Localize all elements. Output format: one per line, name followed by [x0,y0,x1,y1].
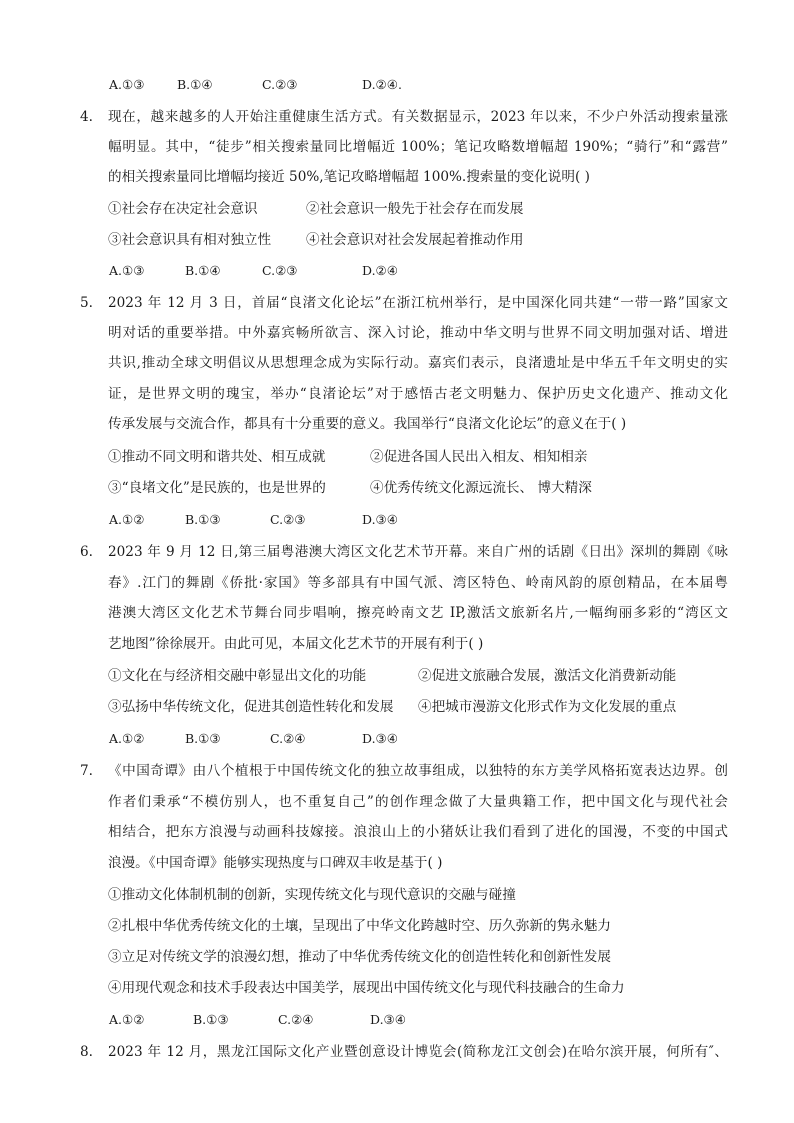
question-text-line: 作者们秉承“不模仿别人，也不重复自己”的创作理念做了大量典籍工作，把中国文化与现代社会 [108,794,728,810]
question-text-line: 2023 年 12 月 3 日，首届“良渚文化论坛”在浙江杭州举行，是中国深化同共建“一带一路”国家文 [108,295,728,311]
question-text-line: 幅明显。其中，“徒步”相关搜索量同比增幅近 100%；笔记攻略数增幅超 190%；“骑行”和“露营” [108,139,728,155]
question-number: 8. [80,1044,93,1060]
option-statement: ②扎根中华优秀传统文化的土壤，呈现出了中华文化跨越时空、历久弥新的隽永魅力 [108,918,611,934]
choice-b[interactable]: B.①③ [185,731,221,746]
question-text-line: 的相关搜索量同比增幅均接近 50%,笔记攻略增幅超 100%.搜索量的变化说明( ) [108,169,590,185]
option-statement: ③“良堵文化”是民族的，也是世界的 [108,480,326,496]
choice-d[interactable]: D.③④ [370,1012,406,1027]
option-statement: ④优秀传统文化源远流长、 博大精深 [370,480,592,496]
option-statement: ④用现代观念和技术手段表达中国美学，展现出中国传统文化与现代科技融合的生命力 [108,980,625,996]
choice-a[interactable]: A.①② [109,1012,145,1027]
choice-a[interactable]: A.①③ [109,77,145,92]
choice-d[interactable]: D.③④ [362,731,398,746]
question-text-line: 《中国奇谭》由八个植根于中国传统文化的独立故事组成，以独特的东方美学风格拓宽表达边界。创 [108,763,728,779]
question-number: 5. [80,295,93,311]
choice-c[interactable]: C.②③ [270,512,306,527]
choice-d[interactable]: D.②④ [362,263,398,278]
option-statement: ②促进文旅融合发展，激活文化消费新动能 [418,668,677,684]
question-text-line: 浪漫。《中国奇谭》能够实现热度与口碑双丰收是基于( ) [108,855,443,871]
choice-b[interactable]: B.①③ [193,1012,229,1027]
option-statement: ④社会意识对社会发展起着推动作用 [306,232,524,248]
question-text-line: 证，是世界文明的瑰宝，举办“良渚论坛”对于感悟古老文明魅力、保护历史文化遗产、推动文化 [108,386,728,402]
question-text-line: 春》.江门的舞剧《侨批·家国》等多部具有中国气派、湾区特色、岭南风韵的原创精品，在本届粤 [108,575,728,591]
option-statement: ①推动文化体制机制的创新，实现传统文化与现代意识的交融与碰撞 [108,887,516,903]
choice-c[interactable]: C.②③ [262,77,298,92]
option-statement: ①文化在与经济相交融中彰显出文化的功能 [108,668,367,684]
choice-a[interactable]: A.①③ [109,263,145,278]
option-statement: ③立足对传统文学的浪漫幻想，推动了中华优秀传统文化的创造性转化和创新性发展 [108,949,611,965]
option-statement: ①社会存在决定社会意识 [108,201,258,217]
question-text-line: 相结合，把东方浪漫与动画科技嫁接。浪浪山上的小猪妖让我们看到了进化的国漫，不变的中国式 [108,824,728,840]
option-statement: ③弘扬中华传统文化，促进其创造性转化和发展 [108,699,394,715]
question-text-line: 港澳大湾区文化艺术节舞台同步唱响，擦亮岭南文艺 IP,激活文旅新名片,一幅绚丽多彩的“湾区文 [108,605,728,621]
choice-d[interactable]: D.②④. [362,77,402,92]
option-statement: ②促进各国人民出入相友、相知相亲 [370,449,588,465]
choice-c[interactable]: C.②④ [278,1012,314,1027]
choice-d[interactable]: D.③④ [362,512,398,527]
question-number: 7. [80,763,93,779]
question-text-line: 共识,推动全球文明倡议从思想理念成为实际行动。嘉宾们表示，良渚遗址是中华五千年文明史的实 [108,355,728,371]
question-text-line: 明对话的重要举措。中外嘉宾畅所欲言、深入讨论，推动中华文明与世界不同文明加强对话、增进 [108,325,728,341]
option-statement: ②社会意识一般先于社会存在而发展 [306,201,524,217]
option-statement: ④把城市漫游文化形式作为文化发展的重点 [418,699,677,715]
question-number: 4. [80,109,93,125]
question-text-line: 2023 年 12 月，黑龙江国际文化产业暨创意设计博览会(简称龙江文创会)在哈尔滨开展，何所有″、 [108,1044,728,1060]
question-text-line: 传承发展与交流合作，都具有十分重要的意义。我国举行“良渚文化论坛”的意义在于( ) [108,416,627,432]
choice-c[interactable]: C.②③ [262,263,298,278]
choice-c[interactable]: C.②④ [270,731,306,746]
question-text-line: 现在，越来越多的人开始注重健康生活方式。有关数据显示，2023 年以来，不少户外活动搜索量涨 [108,109,728,125]
option-statement: ③社会意识具有相对独立性 [108,232,272,248]
option-statement: ①推动不同文明和谐共处、相互成就 [108,449,326,465]
choice-b[interactable]: B.①④ [177,77,213,92]
choice-a[interactable]: A.①② [109,512,145,527]
question-number: 6. [80,544,93,560]
question-text-line: 艺地图”徐徐展开。由此可见，本届文化艺术节的开展有利于( ) [108,636,484,652]
question-text-line: 2023 年 9 月 12 日,第三届粤港澳大湾区文化艺术节开幕。来自广州的话剧《日出》深圳的舞剧《咏 [108,544,728,560]
choice-a[interactable]: A.①② [109,731,145,746]
choice-b[interactable]: B.①④ [185,263,221,278]
choice-b[interactable]: B.①③ [185,512,221,527]
